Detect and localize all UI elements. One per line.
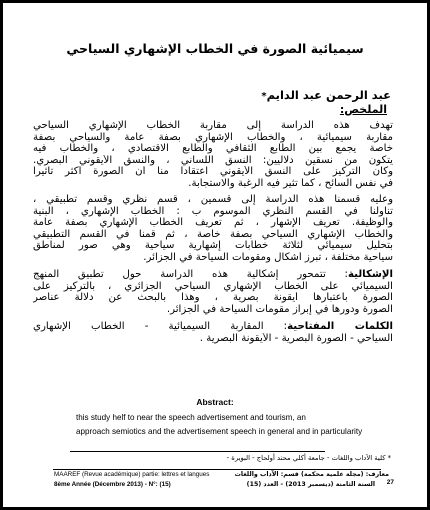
text-line: تناولنا في القسم النظري الموسوم ب : الخطاب الإشهاري ، البنية bbox=[33, 205, 393, 217]
journal-issue-latin: 8ème Année (Décembre 2013) - N°: (15) bbox=[54, 481, 171, 488]
author-footnote-mark: * bbox=[261, 91, 267, 102]
arabic-abstract-heading: الملخص: bbox=[339, 103, 387, 116]
text-line: السياحي - الصورة البصرية - الأيقونة البصرية . bbox=[199, 332, 393, 344]
text-line: تهدف هذه الدراسة إلى مقاربة الخطاب الإشهاري السياحي bbox=[33, 120, 393, 131]
text-line bbox=[33, 321, 393, 333]
english-abstract-line: approach semiotics and the advertisement speech in general and in particularity bbox=[76, 427, 363, 436]
text-line: سياحية مختلفة ، تبرز أشكال ومقومات السياحة في الجزائر. bbox=[143, 251, 393, 263]
journal-issue-arabic: السنة الثامنة (ديسمبر 2013) - العدد (15) bbox=[246, 481, 375, 488]
keywords-label: الكلمات المفتاحية bbox=[287, 321, 393, 332]
footnote-divider bbox=[70, 451, 325, 452]
document-page bbox=[3, 3, 427, 507]
text-line: يتكون من نسقين دلاليين: النسق اللساني ، والنسق الأيقوني البصري. bbox=[33, 154, 393, 166]
arabic-abstract-problem bbox=[33, 269, 393, 315]
author-affiliation-footnote: * كلية الآداب واللغات - جامعة أكلي محند أولحاج - البويرة - bbox=[226, 454, 391, 462]
text-line: مقاربة سيميائية ، والخطاب الإشهاري بصفة عامة والسياحي بصفة bbox=[33, 131, 393, 143]
article-title: سيميائية الصورة في الخطاب الإشهاري السياحي bbox=[66, 41, 364, 56]
text-line: خاصة يجمع بين الطابع الثقافي والطابع الاقتصادي ، والخطاب فيه bbox=[33, 143, 393, 155]
author-text: عبد الرحمن عبد الدايم bbox=[266, 88, 391, 102]
text-line: بتحليل سيميائي لثلاثة خطابات إشهارية سياحية وهي صور لمناطق bbox=[33, 240, 393, 252]
text-line: والخطاب الإشهاري السياحي بصفة خاصة ، ثم قمنا في القسم التطبيقي bbox=[33, 228, 393, 240]
english-abstract-line: this study helf to near the speech advertisement and tourism, an bbox=[76, 413, 306, 422]
footer-divider bbox=[53, 469, 381, 470]
keywords-text: : المقاربة السيميائية - الخطاب الإشهاري bbox=[33, 321, 288, 332]
text-line: في نفس السائح ، كما تثير فيه الرغبة والاستجابة. bbox=[188, 177, 393, 189]
arabic-abstract-paragraph-2 bbox=[33, 194, 393, 264]
text-line: وعليه قسمنا هذه الدراسة إلى قسمين ، قسم نظري وقسم تطبيقي ، bbox=[33, 194, 393, 205]
problem-label: الإشكالية bbox=[347, 269, 393, 280]
problem-text: : تتمحور إشكالية هذه الدراسة حول تطبيق المنهج bbox=[33, 269, 348, 280]
text-line: الصورة باعتبارها أيقونة بصرية ، وهذا بالبحث عن دلالة عناصر bbox=[33, 292, 393, 304]
text-line: الصورة ودورها في إبراز مقومات السياحة في الجزائر. bbox=[166, 303, 393, 315]
text-line: والوظيفة. تعريف الإشهار ، ثم تعريف الخطاب الإشهاري بصفة عامة bbox=[33, 217, 393, 229]
page-number: 27 bbox=[386, 479, 394, 486]
text-line: السيميائي على الخطاب الإشهاري السياحي الجزائري ، بالتركيز على bbox=[33, 280, 393, 292]
author-name bbox=[261, 88, 391, 102]
arabic-keywords bbox=[33, 321, 393, 344]
journal-name-arabic: معارف: (مجلة علمية محكمة) قسم: الآداب واللغات bbox=[234, 471, 389, 478]
text-line bbox=[33, 269, 393, 281]
arabic-abstract-paragraph-1 bbox=[33, 120, 393, 190]
text-line: وكان التركيز على النسق الأيقوني اعتقادا منا أن الصورة أكثر تأثيرا bbox=[33, 166, 393, 178]
english-abstract-heading: Abstract: bbox=[196, 397, 234, 407]
journal-name-latin: MAAREF (Revue académique) partie: lettres et langues bbox=[54, 471, 210, 478]
